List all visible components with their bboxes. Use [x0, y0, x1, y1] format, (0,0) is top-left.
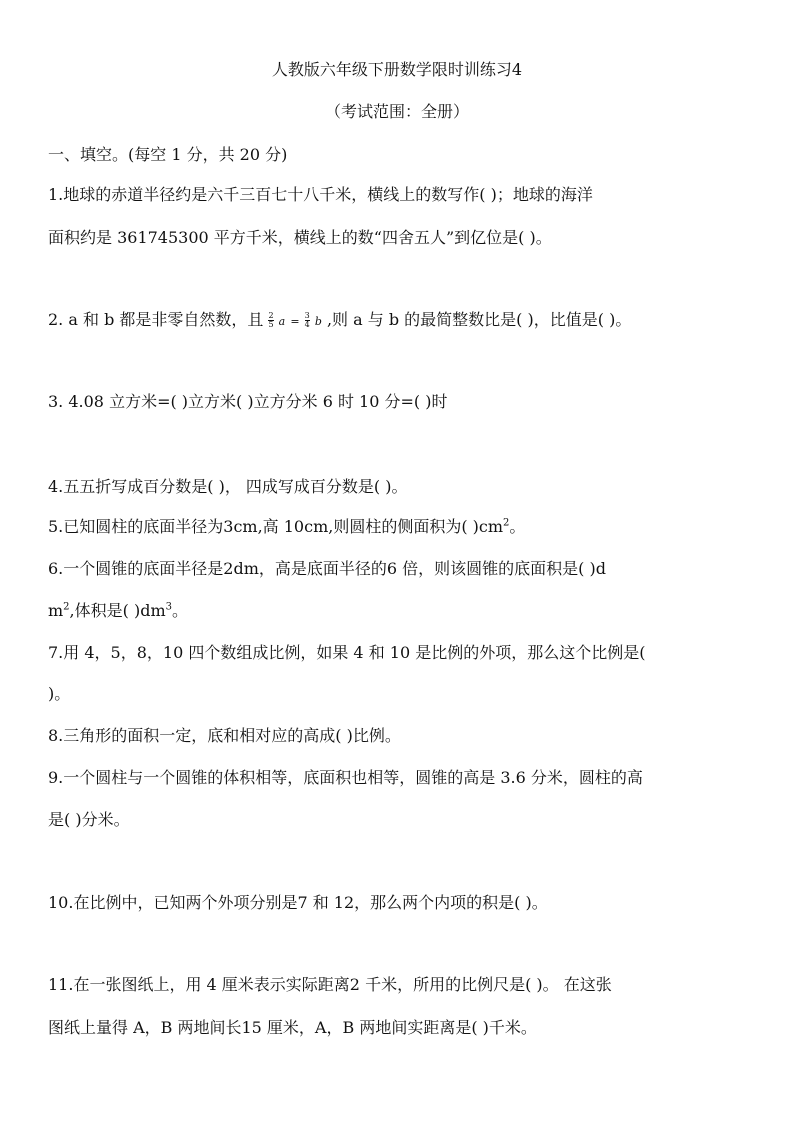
page-subtitle: （考试范围：全册）	[324, 102, 469, 121]
question-5-end: 。	[509, 517, 526, 536]
fraction-two-fifths: $\frac{2}{5}$	[268, 311, 274, 329]
question-7-line-2: )。	[48, 684, 71, 703]
fraction-three-fourths: $\frac{3}{4}$	[304, 311, 310, 329]
question-5	[48, 517, 525, 537]
question-6-line-1: 6.一个圆锥的底面半径是2dm，高是底面半径的6 倍，则该圆锥的底面积是( )d	[48, 559, 606, 578]
page-title: 人教版六年级下册数学限时训练习4	[271, 60, 523, 79]
variable-a: a	[278, 315, 286, 328]
question-10: 10.在比例中，已知两个外项分别是7 和 12，那么两个内项的积是( )。	[48, 893, 548, 912]
superscript: 3	[165, 601, 172, 613]
question-2-text-pre: 2. a 和 b 都是非零自然数，且	[48, 310, 269, 329]
question-2	[48, 310, 631, 332]
question-6-text: ,体积是( )dm	[69, 601, 166, 620]
question-7-line-1: 7.用 4，5，8，10 四个数组成比例，如果 4 和 10 是比例的外项，那么这个比例是(	[48, 643, 646, 662]
question-8: 8.三角形的面积一定，底和相对应的高成( )比例。	[48, 726, 401, 745]
superscript: 2	[63, 601, 70, 613]
superscript: 2	[503, 517, 510, 529]
question-2-text-post: ,则 a 与 b 的最简整数比是( )，比值是( )。	[326, 310, 632, 329]
question-9-line-2: 是( )分米。	[48, 810, 130, 829]
question-6-end: 。	[172, 601, 189, 620]
section-heading: 一、填空。(每空 1 分，共 20 分)	[48, 145, 288, 164]
unit-text: m	[48, 601, 64, 620]
equals-sign: =	[290, 315, 300, 328]
question-3: 3. 4.08 立方米=( )立方米( )立方分米 6 时 10 分=( )时	[48, 392, 448, 411]
question-11-line-2: 图纸上量得 A，B 两地间长15 厘米，A，B 两地间实距离是( )千米。	[48, 1018, 537, 1037]
variable-b: b	[314, 315, 322, 328]
question-1-line-1: 1.地球的赤道半径约是六千三百七十八千米，横线上的数写作( )；地球的海洋	[48, 185, 593, 204]
question-9-line-1: 9.一个圆柱与一个圆锥的体积相等，底面积也相等，圆锥的高是 3.6 分米，圆柱的高	[48, 768, 643, 787]
question-4: 4.五五折写成百分数是( )， 四成写成百分数是( )。	[48, 477, 408, 496]
question-1-line-2: 面积约是 361745300 平方千米，横线上的数“四舍五人”到亿位是( )。	[48, 228, 552, 247]
question-5-text: 5.已知圆柱的底面半径为3cm,高 10cm,则圆柱的侧面积为( )cm	[48, 517, 504, 536]
question-11-line-1: 11.在一张图纸上，用 4 厘米表示实际距离2 千米，所用的比例尺是( )。 在这张	[48, 975, 612, 994]
question-6-line-2	[48, 601, 188, 621]
